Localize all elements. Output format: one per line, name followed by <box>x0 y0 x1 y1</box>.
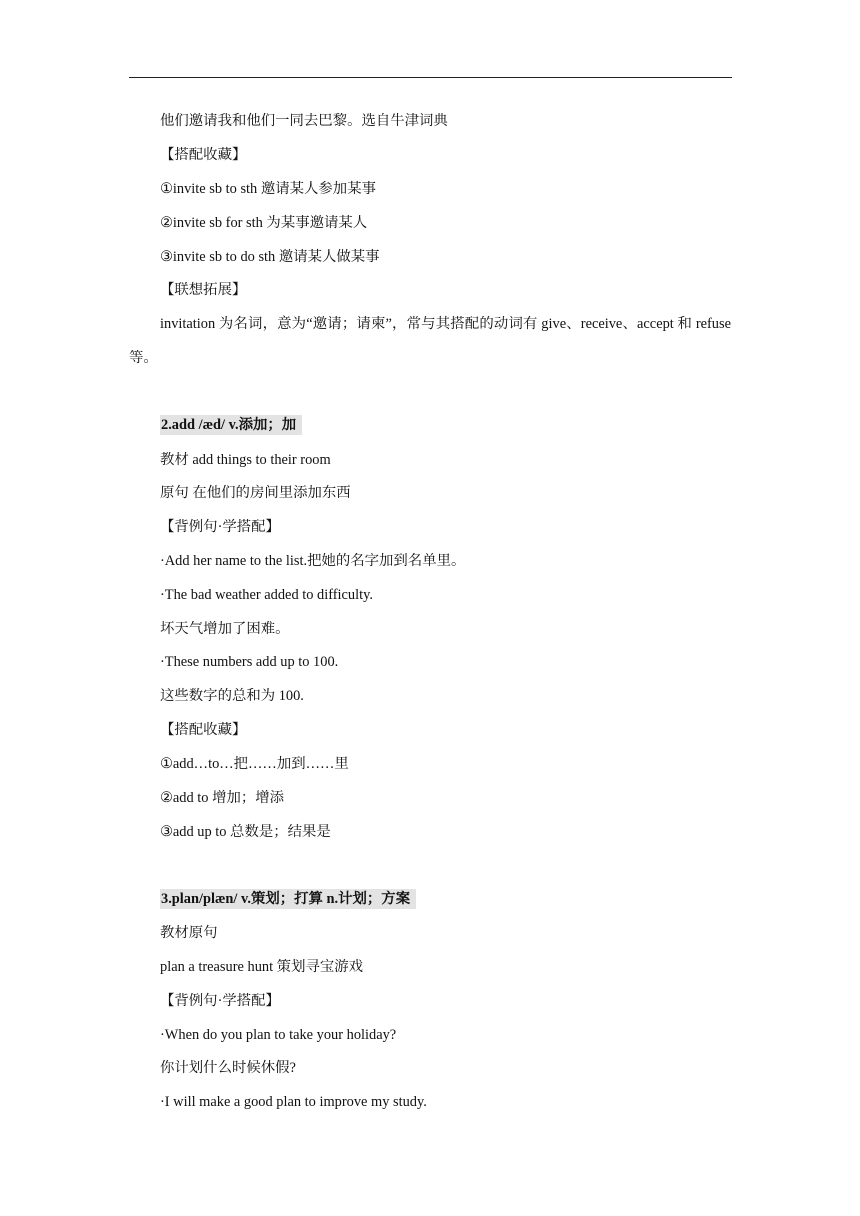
section-heading-plan: 3.plan/plæn/ v.策划；打算 n.计划；方案 <box>160 889 416 909</box>
collocation-item: ②invite sb for sth 为某事邀请某人 <box>160 215 368 231</box>
example-line: 坏天气增加了困难。 <box>160 621 290 637</box>
example-line: ·I will make a good plan to improve my study. <box>160 1094 427 1110</box>
textbook-line: 教材 add things to their room <box>160 452 331 468</box>
example-line: ·The bad weather added to difficulty. <box>160 587 373 603</box>
collocation-item: ②add to 增加；增添 <box>160 790 285 806</box>
textbook-label: 教材原句 <box>160 925 218 941</box>
collocation-item: ①invite sb to sth 邀请某人参加某事 <box>160 181 376 197</box>
example-line: ·When do you plan to take your holiday? <box>160 1027 397 1043</box>
collocation-item: ③add up to 总数是；结果是 <box>160 824 331 840</box>
collocation-title: 【搭配收藏】 <box>160 722 247 738</box>
section-heading-add: 2.add /æd/ v.添加；加 <box>160 415 302 435</box>
example-translation: 他们邀请我和他们一同去巴黎。选自牛津词典 <box>160 113 448 129</box>
textbook-line: plan a treasure hunt 策划寻宝游戏 <box>160 959 364 975</box>
extension-paragraph: invitation 为名词，意为“邀请；请柬”，常与其搭配的动词有 give、receive、accept 和 refuse等。 <box>129 316 731 366</box>
example-line: ·Add her name to the list.把她的名字加到名单里。 <box>160 553 466 569</box>
examples-title: 【背例句·学搭配】 <box>160 993 280 1009</box>
collocation-title: 【搭配收藏】 <box>160 147 247 163</box>
extension-title: 【联想拓展】 <box>160 282 247 298</box>
collocation-item: ③invite sb to do sth 邀请某人做某事 <box>160 249 380 265</box>
original-line: 原句 在他们的房间里添加东西 <box>160 485 351 501</box>
example-line: ·These numbers add up to 100. <box>160 654 339 670</box>
header-rule <box>129 77 732 78</box>
example-line: 你计划什么时候休假? <box>160 1060 296 1076</box>
examples-title: 【背例句·学搭配】 <box>160 519 280 535</box>
example-line: 这些数字的总和为 100. <box>160 688 304 704</box>
collocation-item: ①add…to…把……加到……里 <box>160 756 349 772</box>
